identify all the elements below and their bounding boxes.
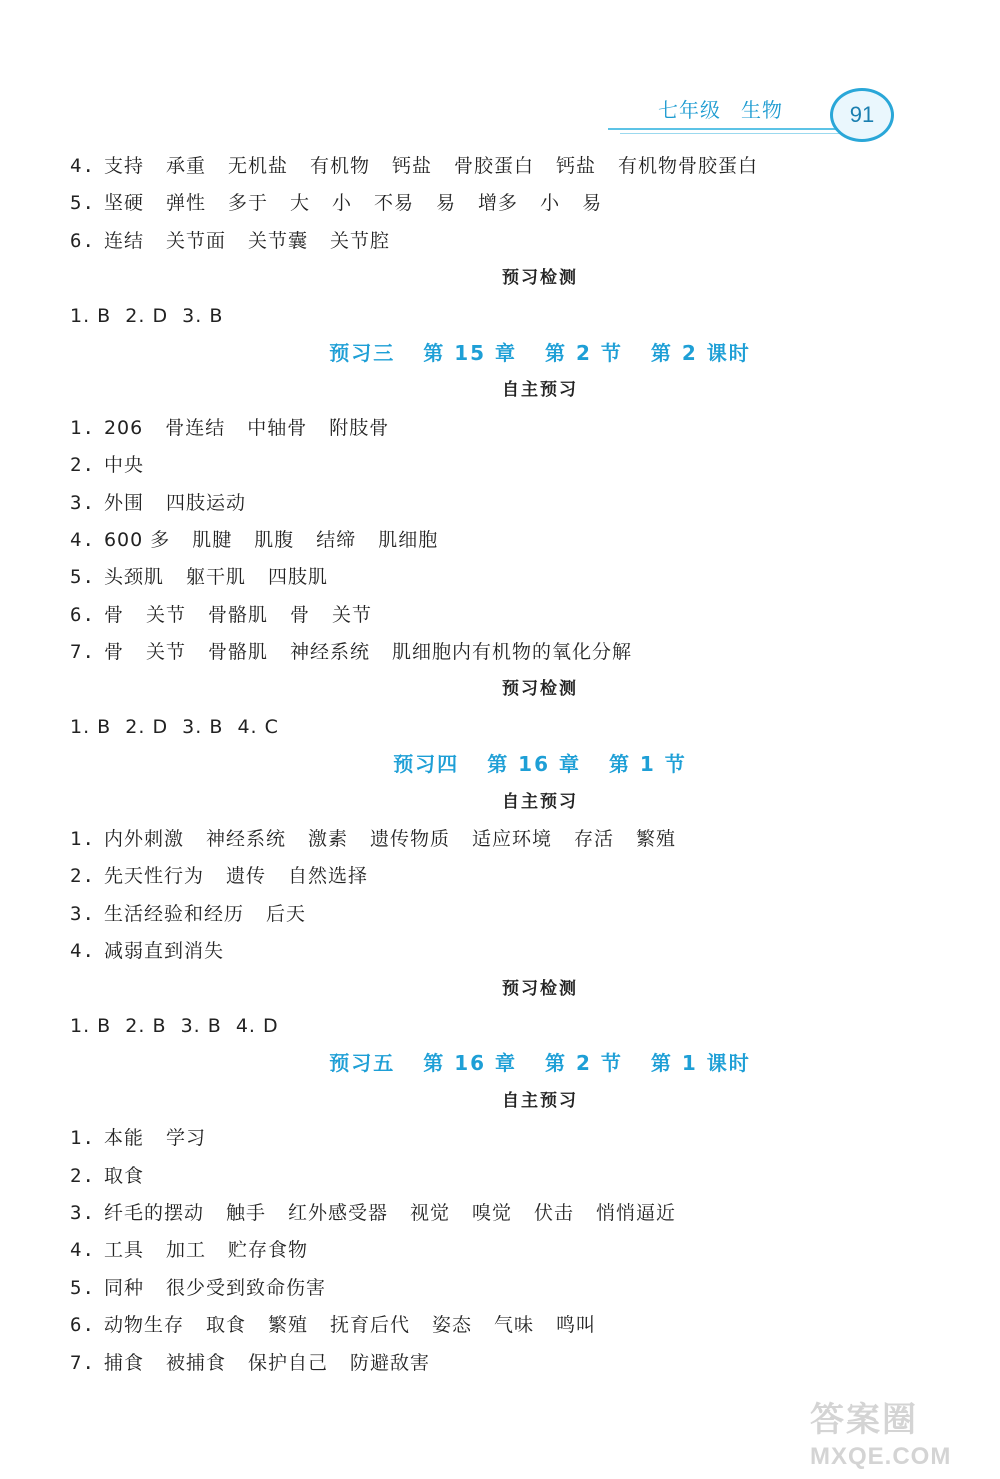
- section-title-part: 第 2 节: [545, 1051, 623, 1076]
- answer-term: 取食: [205, 1314, 246, 1337]
- grade-label: 七年级: [658, 98, 721, 122]
- section-title-part: 第 15 章: [423, 340, 518, 365]
- answer-term: 学习: [165, 1127, 206, 1150]
- answer-term: 600 多: [103, 528, 171, 551]
- item-number: 3.: [70, 1201, 95, 1224]
- answer-term: 小: [540, 192, 561, 215]
- answer-term: 本能: [103, 1127, 144, 1150]
- answer-term: 繁殖: [267, 1314, 308, 1337]
- answer-line: [70, 522, 930, 559]
- section-title-part: 第 2 节: [545, 340, 623, 365]
- subject-label: 生物: [741, 98, 783, 122]
- page-header: [600, 88, 900, 148]
- answer-term: 伏击: [534, 1201, 575, 1224]
- answer-term: 肌腹: [254, 528, 295, 551]
- answer-line: [70, 634, 930, 671]
- item-number: 4.: [70, 155, 95, 177]
- answer-term: 视觉: [409, 1201, 450, 1224]
- answer-term: 被捕食: [165, 1351, 226, 1374]
- answer-term: 存活: [574, 828, 615, 851]
- answer-term: 很少受到致命伤害: [165, 1276, 326, 1299]
- answer-term: 有机物: [309, 155, 370, 177]
- answer-term: 支持: [103, 155, 144, 177]
- item-number: 2.: [70, 865, 95, 888]
- answer-term: 关节囊: [247, 229, 308, 252]
- answer-term: 工具: [103, 1239, 144, 1262]
- answer-term: 206: [103, 416, 144, 439]
- answer-term: 自然选择: [287, 865, 368, 888]
- answer-term: 肌细胞内有机物的氧化分解: [392, 641, 633, 664]
- section-title-part: 预习五: [329, 1051, 396, 1076]
- answer-term: 骨胶蛋白: [454, 155, 535, 177]
- answer-term: 外围: [103, 491, 144, 514]
- item-number: 5.: [70, 192, 95, 215]
- answer-term: 激素: [307, 828, 348, 851]
- watermark-text: 答案圈: [810, 1401, 918, 1439]
- item-number: 4.: [70, 528, 95, 551]
- answer-term: 钙盐: [392, 155, 433, 177]
- answer-term: 防避敌害: [349, 1351, 430, 1374]
- answer-term: 贮存食物: [227, 1239, 308, 1262]
- subsection-heading: 自主预习: [502, 1090, 578, 1111]
- answer-line: [70, 1158, 930, 1195]
- answer-term: 遗传物质: [369, 828, 450, 851]
- answer-term: 减弱直到消失: [103, 940, 224, 963]
- section-title: [70, 335, 930, 372]
- answer-term: 四肢运动: [165, 491, 246, 514]
- answer-term: 姿态: [432, 1314, 473, 1337]
- item-number: 6.: [70, 229, 95, 252]
- header-divider-secondary: [620, 133, 850, 134]
- answer-line: [70, 298, 930, 335]
- answer-term: 不易: [374, 192, 415, 215]
- section-title: [70, 1045, 930, 1082]
- item-number: 2.: [70, 1164, 95, 1187]
- item-number: 1.: [70, 1127, 95, 1150]
- answer-term: 四肢肌: [267, 566, 328, 589]
- answer-line: [70, 185, 930, 222]
- answer-line: [70, 148, 930, 185]
- answer-line: [70, 223, 930, 260]
- answer-line: [70, 1307, 930, 1344]
- subsection-heading: 自主预习: [502, 380, 578, 401]
- answer-term: 增多: [478, 192, 519, 215]
- answer-term: 嗅觉: [472, 1201, 513, 1224]
- item-number: 7.: [70, 641, 95, 664]
- answer-line: [70, 447, 930, 484]
- answer-term: 易: [436, 192, 457, 215]
- answer-term: 保护自己: [247, 1351, 328, 1374]
- answer-term: 捕食: [103, 1351, 144, 1374]
- answer-term: 头颈肌: [103, 566, 164, 589]
- answer-term: 躯干肌: [185, 566, 246, 589]
- answer-term: 纤毛的摆动: [103, 1201, 204, 1224]
- answer-line: [70, 485, 930, 522]
- answer-line: [70, 1008, 930, 1045]
- check-answers: 1. B 2. B 3. B 4. D: [70, 1014, 279, 1037]
- answer-term: 多于: [227, 192, 268, 215]
- subsection-heading: 预习检测: [502, 268, 578, 289]
- answer-term: 骨连结: [165, 416, 226, 439]
- answer-term: 无机盐: [227, 155, 288, 177]
- section-title-part: 预习三: [329, 340, 396, 365]
- answer-line: [70, 1270, 930, 1307]
- answer-term: 钙盐: [556, 155, 597, 177]
- answer-term: 内外刺激: [103, 828, 184, 851]
- answer-term: 繁殖: [636, 828, 677, 851]
- answer-term: 先天性行为: [103, 865, 204, 888]
- answer-term: 骨: [289, 603, 310, 626]
- answer-term: 生活经验和经历: [103, 902, 244, 925]
- section-title-part: 第 16 章: [423, 1051, 518, 1076]
- section-title: [70, 746, 930, 783]
- answer-term: 关节: [145, 603, 186, 626]
- answer-term: 易: [582, 192, 603, 215]
- answer-term: 遗传: [225, 865, 266, 888]
- section-title-part: 第 1 节: [608, 752, 687, 777]
- answer-term: 后天: [265, 902, 306, 925]
- answer-line: [70, 1120, 930, 1157]
- answer-line: [70, 933, 930, 970]
- answer-term: 结缔: [316, 528, 357, 551]
- answer-term: 神经系统: [205, 828, 286, 851]
- answer-term: 小: [332, 192, 353, 215]
- item-number: 3.: [70, 491, 95, 514]
- answer-term: 有机物骨胶蛋白: [618, 155, 759, 177]
- answer-line: [70, 1345, 930, 1382]
- answer-term: 关节: [145, 641, 186, 664]
- answer-line: [70, 559, 930, 596]
- answer-line: [70, 1195, 930, 1232]
- answer-term: 肌细胞: [378, 528, 439, 551]
- answer-term: 承重: [165, 155, 206, 177]
- header-title: [658, 94, 803, 123]
- answer-line: [70, 821, 930, 858]
- answer-term: 取食: [103, 1164, 144, 1187]
- answer-term: 触手: [225, 1201, 266, 1224]
- answer-term: 关节腔: [329, 229, 390, 252]
- answer-term: 关节面: [165, 229, 226, 252]
- subsection-heading: 自主预习: [502, 791, 578, 812]
- answer-term: 骨: [103, 641, 124, 664]
- answer-term: 悄悄逼近: [596, 1201, 677, 1224]
- answer-line: [70, 1232, 930, 1269]
- answer-term: 中央: [103, 454, 144, 477]
- item-number: 5.: [70, 1276, 95, 1299]
- answer-line: [70, 410, 930, 447]
- answer-term: 连结: [103, 229, 144, 252]
- answer-line: [70, 597, 930, 634]
- answer-line: [70, 709, 930, 746]
- answer-term: 大: [289, 192, 310, 215]
- subsection-heading: 预习检测: [502, 978, 578, 999]
- answer-term: 动物生存: [103, 1314, 184, 1337]
- answer-line: [70, 896, 930, 933]
- answer-term: 附肢骨: [329, 416, 390, 439]
- item-number: 1.: [70, 416, 95, 439]
- answer-term: 同种: [103, 1276, 144, 1299]
- page-number-badge: 91: [830, 88, 894, 142]
- answer-content: [70, 148, 930, 1382]
- answer-term: 加工: [165, 1239, 206, 1262]
- item-number: 7.: [70, 1351, 95, 1374]
- answer-term: 骨: [103, 603, 124, 626]
- answer-term: 肌腱: [192, 528, 233, 551]
- item-number: 6.: [70, 603, 95, 626]
- check-answers: 1. B 2. D 3. B 4. C: [70, 715, 279, 738]
- section-title-part: 第 1 课时: [650, 1051, 751, 1076]
- section-title-part: 第 2 课时: [650, 340, 751, 365]
- item-number: 1.: [70, 828, 95, 851]
- answer-term: 神经系统: [289, 641, 370, 664]
- answer-term: 适应环境: [472, 828, 553, 851]
- answer-term: 中轴骨: [247, 416, 308, 439]
- item-number: 2.: [70, 454, 95, 477]
- check-answers: 1. B 2. D 3. B: [70, 304, 224, 327]
- item-number: 5.: [70, 566, 95, 589]
- answer-term: 鸣叫: [556, 1314, 597, 1337]
- answer-term: 关节: [332, 603, 373, 626]
- answer-term: 骨骼肌: [207, 603, 268, 626]
- answer-term: 抚育后代: [329, 1314, 410, 1337]
- answer-term: 坚硬: [103, 192, 144, 215]
- answer-term: 弹性: [165, 192, 206, 215]
- section-title-part: 第 16 章: [487, 752, 581, 777]
- answer-line: [70, 858, 930, 895]
- watermark-logo: [810, 1392, 990, 1472]
- item-number: 6.: [70, 1314, 95, 1337]
- item-number: 4.: [70, 1239, 95, 1262]
- answer-term: 红外感受器: [287, 1201, 388, 1224]
- section-title-part: 预习四: [393, 752, 460, 777]
- subsection-heading: 预习检测: [502, 679, 578, 700]
- answer-term: 气味: [494, 1314, 535, 1337]
- item-number: 4.: [70, 940, 95, 963]
- watermark-url: MXQE.COM: [810, 1443, 952, 1470]
- item-number: 3.: [70, 902, 95, 925]
- answer-term: 骨骼肌: [207, 641, 268, 664]
